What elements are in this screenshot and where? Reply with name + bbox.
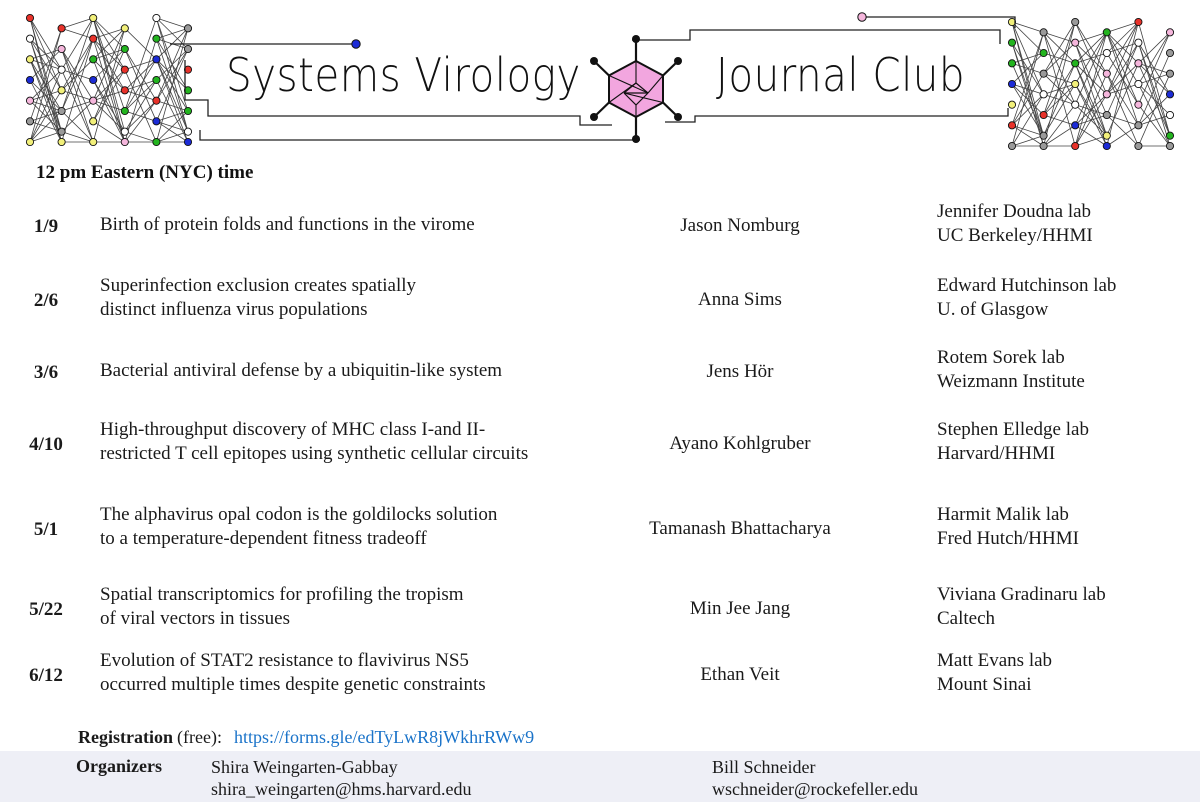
connector-line	[862, 17, 1015, 28]
network-node	[1072, 39, 1079, 46]
session-date: 5/22	[29, 599, 63, 620]
network-node	[90, 56, 97, 63]
network-edge	[125, 39, 157, 142]
network-edge	[1044, 22, 1076, 146]
connector-node	[858, 13, 866, 21]
session-date: 4/10	[29, 434, 63, 455]
network-edge	[1107, 63, 1139, 135]
network-node	[1135, 18, 1142, 25]
network-node	[90, 97, 97, 104]
network-edge	[156, 101, 188, 111]
network-node	[121, 66, 128, 73]
network-node	[26, 118, 33, 125]
registration-line	[78, 727, 534, 748]
presenter-name: Tamanash Bhattacharya	[649, 518, 831, 539]
network-node	[1008, 122, 1015, 129]
network-node	[26, 76, 33, 83]
lab-affiliation: Viviana Gradinaru lab Caltech	[937, 584, 1106, 629]
lab-affiliation: Jennifer Doudna lab UC Berkeley/HHMI	[937, 201, 1093, 246]
network-node	[58, 66, 65, 73]
network-node	[1103, 70, 1110, 77]
paper-title: Spatial transcriptomics for profiling the tropism of viral vectors in tissues	[100, 584, 464, 629]
network-node	[1135, 142, 1142, 149]
paper-title: Bacterial antiviral defense by a ubiquitin-like system	[100, 360, 503, 381]
network-node	[184, 138, 191, 145]
network-edge	[156, 59, 188, 131]
network-node	[184, 128, 191, 135]
network-edge	[62, 18, 94, 28]
network-node	[1103, 49, 1110, 56]
lab-affiliation: Matt Evans lab Mount Sinai	[937, 650, 1053, 695]
network-node	[26, 35, 33, 42]
presenter-name: Ethan Veit	[700, 664, 780, 685]
network-node	[26, 97, 33, 104]
session-date: 5/1	[33, 519, 59, 540]
organizer-name: Shira Weingarten-Gabbay	[211, 757, 398, 777]
network-node	[1072, 80, 1079, 87]
network-node	[1166, 111, 1173, 118]
network-node	[153, 76, 160, 83]
network-node	[1008, 80, 1015, 87]
session-date: 1/9	[33, 216, 59, 237]
network-edge	[125, 132, 157, 142]
network-node	[90, 14, 97, 21]
lab-affiliation: Stephen Elledge lab Harvard/HHMI	[937, 419, 1089, 464]
network-node	[1072, 101, 1079, 108]
network-edge	[62, 28, 94, 38]
network-node	[58, 25, 65, 32]
schedule-row	[0, 649, 1200, 709]
network-node	[26, 138, 33, 145]
network-edge	[62, 39, 94, 111]
registration-link[interactable]: https://forms.gle/edTyLwR8jWkhrRWw9	[233, 727, 535, 747]
network-node	[153, 118, 160, 125]
network-node	[1008, 142, 1015, 149]
banner-graphics	[0, 0, 1200, 160]
network-edge	[1012, 136, 1044, 146]
network-node	[1040, 49, 1047, 56]
network-right-graphic	[1008, 18, 1173, 149]
network-node	[1072, 18, 1079, 25]
connector-line	[200, 130, 640, 140]
network-edge	[30, 59, 62, 142]
network-node	[121, 138, 128, 145]
network-node	[1103, 111, 1110, 118]
session-date: 6/12	[29, 665, 63, 686]
presenter-name: Min Jee Jang	[689, 598, 791, 619]
network-node	[26, 56, 33, 63]
organizers-label: Organizers	[76, 756, 162, 776]
network-node	[1040, 91, 1047, 98]
network-node	[121, 25, 128, 32]
lab-affiliation: Harmit Malik lab Fred Hutch/HHMI	[937, 504, 1079, 549]
schedule-row	[0, 418, 1200, 478]
session-date: 2/6	[33, 290, 59, 311]
organizer-2	[712, 756, 918, 800]
network-node	[26, 14, 33, 21]
network-node	[58, 87, 65, 94]
organizers-band	[0, 751, 1200, 802]
network-node	[121, 128, 128, 135]
network-node	[1166, 142, 1173, 149]
network-edge	[62, 18, 94, 70]
organizer-email[interactable]: wschneider@rockefeller.edu	[712, 779, 918, 799]
organizer-1	[211, 756, 472, 800]
network-node	[1040, 132, 1047, 139]
network-edge	[1107, 115, 1139, 146]
organizer-email[interactable]: shira_weingarten@hms.harvard.edu	[211, 779, 472, 799]
presenter-name: Anna Sims	[698, 289, 782, 310]
schedule-row	[0, 583, 1200, 643]
registration-label: Registration	[78, 727, 173, 747]
network-edge	[1138, 74, 1170, 84]
lab-affiliation: Rotem Sorek lab Weizmann Institute	[937, 347, 1085, 392]
network-node	[184, 25, 191, 32]
network-node	[1040, 111, 1047, 118]
network-node	[1040, 142, 1047, 149]
paper-title: High-throughput discovery of MHC class I-and II- restricted T cell epitopes using synthetic cellular circuits	[100, 419, 529, 464]
network-node	[1166, 132, 1173, 139]
network-node	[1135, 122, 1142, 129]
network-node	[58, 138, 65, 145]
session-date: 3/6	[33, 362, 59, 383]
network-node	[1008, 101, 1015, 108]
network-node	[121, 45, 128, 52]
network-node	[58, 45, 65, 52]
virus-icon	[590, 35, 682, 143]
title-systems-virology: Systems Virology	[226, 48, 581, 102]
network-edge	[62, 90, 94, 100]
network-edge	[156, 59, 188, 142]
paper-title: The alphavirus opal codon is the goldilocks solution to a temperature-dependent fitness tradeoff	[100, 504, 498, 549]
network-node	[153, 138, 160, 145]
schedule-row	[0, 346, 1200, 406]
network-edge	[156, 111, 188, 142]
network-node	[1103, 142, 1110, 149]
network-node	[1166, 91, 1173, 98]
network-node	[90, 118, 97, 125]
network-node	[1166, 29, 1173, 36]
schedule-row	[0, 503, 1200, 563]
network-node	[1008, 60, 1015, 67]
network-node	[1135, 60, 1142, 67]
network-node	[1008, 39, 1015, 46]
network-node	[121, 87, 128, 94]
network-node	[58, 128, 65, 135]
network-node	[1103, 29, 1110, 36]
network-edge	[1107, 43, 1139, 115]
network-node	[1072, 60, 1079, 67]
network-node	[184, 45, 191, 52]
network-node	[90, 35, 97, 42]
network-left-graphic	[26, 14, 191, 145]
paper-title: Birth of protein folds and functions in the virome	[100, 214, 475, 235]
network-node	[1135, 80, 1142, 87]
network-node	[153, 56, 160, 63]
network-node	[1166, 49, 1173, 56]
network-node	[184, 107, 191, 114]
network-node	[1135, 39, 1142, 46]
network-node	[90, 76, 97, 83]
paper-title: Superinfection exclusion creates spatially distinct influenza virus populations	[100, 275, 417, 320]
network-node	[1103, 91, 1110, 98]
network-node	[1135, 101, 1142, 108]
network-node	[58, 107, 65, 114]
network-node	[90, 138, 97, 145]
network-node	[1103, 132, 1110, 139]
paper-title: Evolution of STAT2 resistance to flavivirus NS5 occurred multiple times despite genetic constraints	[100, 650, 486, 695]
schedule-row	[0, 200, 1200, 260]
organizer-name: Bill Schneider	[712, 757, 816, 777]
network-node	[1072, 142, 1079, 149]
network-node	[121, 107, 128, 114]
connector-node	[352, 40, 360, 48]
network-node	[1040, 29, 1047, 36]
registration-note: (free):	[176, 727, 222, 747]
title-journal-club: Journal Club	[716, 48, 966, 102]
connector-line	[665, 108, 1008, 122]
schedule-row	[0, 274, 1200, 334]
network-edge	[93, 59, 125, 142]
presenter-name: Ayano Kohlgruber	[669, 433, 811, 454]
time-note: 12 pm Eastern (NYC) time	[36, 162, 254, 183]
network-node	[153, 14, 160, 21]
presenter-name: Jens Hör	[706, 361, 774, 382]
connector-line	[632, 30, 1000, 44]
network-node	[153, 97, 160, 104]
lab-affiliation: Edward Hutchinson lab U. of Glasgow	[937, 275, 1117, 320]
presenter-name: Jason Nomburg	[680, 215, 800, 236]
banner	[0, 0, 1200, 160]
network-node	[1072, 122, 1079, 129]
network-node	[1040, 70, 1047, 77]
network-node	[1166, 70, 1173, 77]
network-edge	[1075, 136, 1107, 146]
network-node	[153, 35, 160, 42]
network-edge	[1044, 115, 1076, 125]
